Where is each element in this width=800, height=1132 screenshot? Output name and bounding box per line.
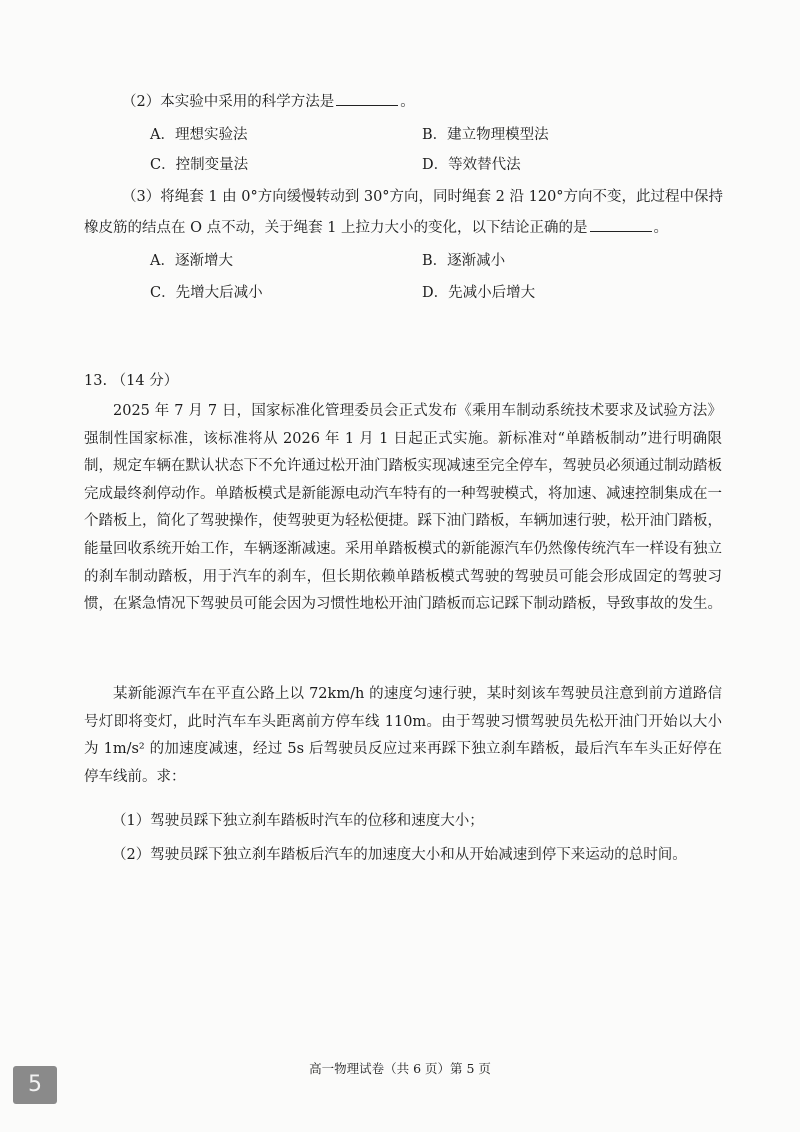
q12-part3-option-a: A．逐渐增大: [150, 253, 233, 269]
q12-part2-question: [122, 91, 415, 112]
q12-part3-line2: [84, 217, 668, 238]
q13-sub-question-2: （2）驾驶员踩下独立刹车踏板后汽车的加速度大小和从开始减速到停下来运动的总时间。: [112, 847, 687, 863]
q12-part2-text: （2）本实验中采用的科学方法是: [122, 94, 335, 110]
q13-sub-question-1: （1）驾驶员踩下独立刹车踏板时汽车的位移和速度大小；: [112, 813, 484, 829]
q12-part2-option-d: D．等效替代法: [422, 157, 521, 173]
q12-part2-option-c: C．控制变量法: [150, 157, 249, 173]
answer-blank: [590, 217, 652, 232]
q12-part3-line1: （3）将绳套 1 由 0°方向缓慢转动到 30°方向，同时绳套 2 沿 120°方向不变，此过程中保持: [122, 189, 724, 205]
page-footer: 高一物理试卷（共 6 页）第 5 页: [309, 1061, 491, 1076]
q12-part3-text: 橡皮筋的结点在 O 点不动，关于绳套 1 上拉力大小的变化，以下结论正确的是: [84, 220, 588, 236]
page-number-badge: 5: [13, 1066, 57, 1104]
q12-part2-option-b: B．建立物理模型法: [422, 127, 549, 143]
q12-part2-suffix: 。: [400, 94, 415, 110]
q13-paragraph-2: 某新能源汽车在平直公路上以 72km/h 的速度匀速行驶，某时刻该车驾驶员注意到前方道路信号灯即将变灯，此时汽车车头距离前方停车线 110m。由于驾驶习惯驾驶员先松开油门开始以大小为 1m/s² 的加速度减速，经过 5s 后驾驶员反应过来再踩下独立刹车踏板，最后汽车车头正好停在停车线前。求：: [84, 686, 722, 785]
q13-header: 13. （14 分）: [84, 373, 179, 389]
q12-part3-option-d: D．先减小后增大: [422, 285, 536, 301]
q12-part2-option-a: A．理想实验法: [150, 127, 248, 143]
answer-blank: [336, 91, 398, 106]
q13-paragraph-1: 2025 年 7 月 7 日，国家标准化管理委员会正式发布《乘用车制动系统技术要求及试验方法》强制性国家标准，该标准将从 2026 年 1 月 1 日起正式实施。新标准对“单踏板制动”进行明确限制，规定车辆在默认状态下不允许通过松开油门踏板实现减速至完全停车，驾驶员必须通过制动踏板完成最终刹停动作。单踏板模式是新能源电动汽车特有的一种驾驶模式，将加速、减速控制集成在一个踏板上，简化了驾驶操作，使驾驶更为轻松便捷。踩下油门踏板，车辆加速行驶，松开油门踏板，能量回收系统开始工作，车辆逐渐减速。采用单踏板模式的新能源汽车仍然像传统汽车一样设有独立的刹车制动踏板，用于汽车的刹车，但长期依赖单踏板模式驾驶的驾驶员可能会形成固定的驾驶习惯，在紧急情况下驾驶员可能会因为习惯性地松开油门踏板而忘记踩下制动踏板，导致事故的发生。: [84, 403, 722, 613]
q12-part3-option-b: B．逐渐减小: [422, 253, 506, 269]
q12-part3-option-c: C．先增大后减小: [150, 285, 263, 301]
q12-part3-suffix: 。: [653, 220, 669, 236]
